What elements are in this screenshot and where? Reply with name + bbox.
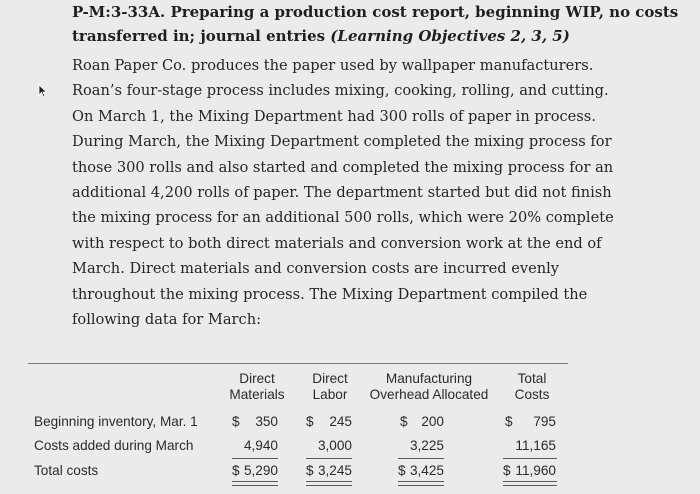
table-top-rule (28, 363, 568, 364)
total-double-rule (232, 481, 278, 486)
header-line: Total (517, 371, 547, 386)
header-line: Overhead Allocated (369, 387, 489, 402)
cell-dm: 5,290 (243, 463, 278, 478)
header-line: Materials (229, 387, 285, 402)
cell-tc: 11,165 (515, 438, 556, 453)
subtotal-rule (503, 458, 557, 459)
header-line: Manufacturing (385, 371, 473, 386)
cell-dl: 3,245 (317, 463, 352, 478)
paragraph-line: Roan’s four-stage process includes mixing, cooking, rolling, and cutting. (72, 82, 609, 100)
paragraph-line: the mixing process for an additional 500 rolls, which were 20% complete (72, 209, 614, 227)
paragraph-line: those 300 rolls and also started and completed the mixing process for an (72, 158, 614, 176)
problem-paragraph (72, 53, 682, 332)
problem-heading (72, 0, 679, 48)
subtotal-rule (232, 458, 278, 459)
currency-symbol: $ (400, 414, 408, 429)
paragraph-line: with respect to both direct materials and conversion work at the end of (72, 234, 602, 252)
total-double-rule (398, 481, 444, 486)
header-direct-materials (222, 371, 292, 403)
header-line: Direct (239, 371, 275, 386)
learning-objectives: (Learning Objectives 2, 3, 5) (330, 27, 570, 45)
row-label-total: Total costs (34, 463, 99, 478)
cell-moh: 3,425 (409, 463, 444, 478)
header-line: Costs (514, 387, 550, 402)
paragraph-line: On March 1, the Mixing Department had 300 rolls of paper in process. (72, 107, 596, 125)
cell-dm: 350 (255, 414, 278, 429)
header-line: Direct (312, 371, 348, 386)
currency-symbol: $ (503, 463, 511, 478)
cell-dm: 4,940 (243, 438, 278, 453)
currency-symbol: $ (505, 414, 513, 429)
paragraph-line: throughout the mixing process. The Mixing Department compiled the (72, 285, 588, 303)
cell-dl: 245 (329, 414, 352, 429)
currency-symbol: $ (398, 463, 406, 478)
paragraph-line: Roan Paper Co. produces the paper used by wallpaper manufacturers. (72, 57, 594, 74)
paragraph-line: During March, the Mixing Department completed the mixing process for (72, 133, 612, 151)
cell-tc: 795 (533, 414, 556, 429)
header-line: Labor (312, 387, 348, 402)
row-label-beginning: Beginning inventory, Mar. 1 (34, 414, 198, 429)
currency-symbol: $ (232, 463, 240, 478)
header-total-costs (506, 371, 558, 403)
currency-symbol: $ (306, 463, 314, 478)
row-label-added: Costs added during March (34, 438, 194, 453)
total-double-rule (503, 481, 557, 486)
heading-line-2 (72, 24, 672, 48)
header-direct-labor (302, 371, 358, 403)
currency-symbol: $ (306, 414, 314, 429)
header-manufacturing-overhead (362, 371, 496, 403)
total-double-rule (306, 481, 352, 486)
cell-moh: 200 (421, 414, 444, 429)
paragraph-line: March. Direct materials and conversion costs are incurred evenly (72, 260, 560, 278)
subtotal-rule (398, 458, 444, 459)
heading-line-1: P-M:3-33A. Preparing a production cost report, beginning WIP, no costs (72, 3, 679, 21)
heading-text: transferred in; journal entries (72, 27, 331, 45)
currency-symbol: $ (232, 414, 240, 429)
paragraph-line: additional 4,200 rolls of paper. The department started but did not finish (72, 184, 612, 202)
subtotal-rule (306, 458, 352, 459)
paragraph-line: following data for March: (72, 311, 262, 329)
cell-moh: 3,225 (409, 438, 444, 453)
cell-dl: 3,000 (317, 438, 352, 453)
mouse-pointer-icon (38, 84, 48, 98)
cell-tc: 11,960 (515, 463, 556, 478)
